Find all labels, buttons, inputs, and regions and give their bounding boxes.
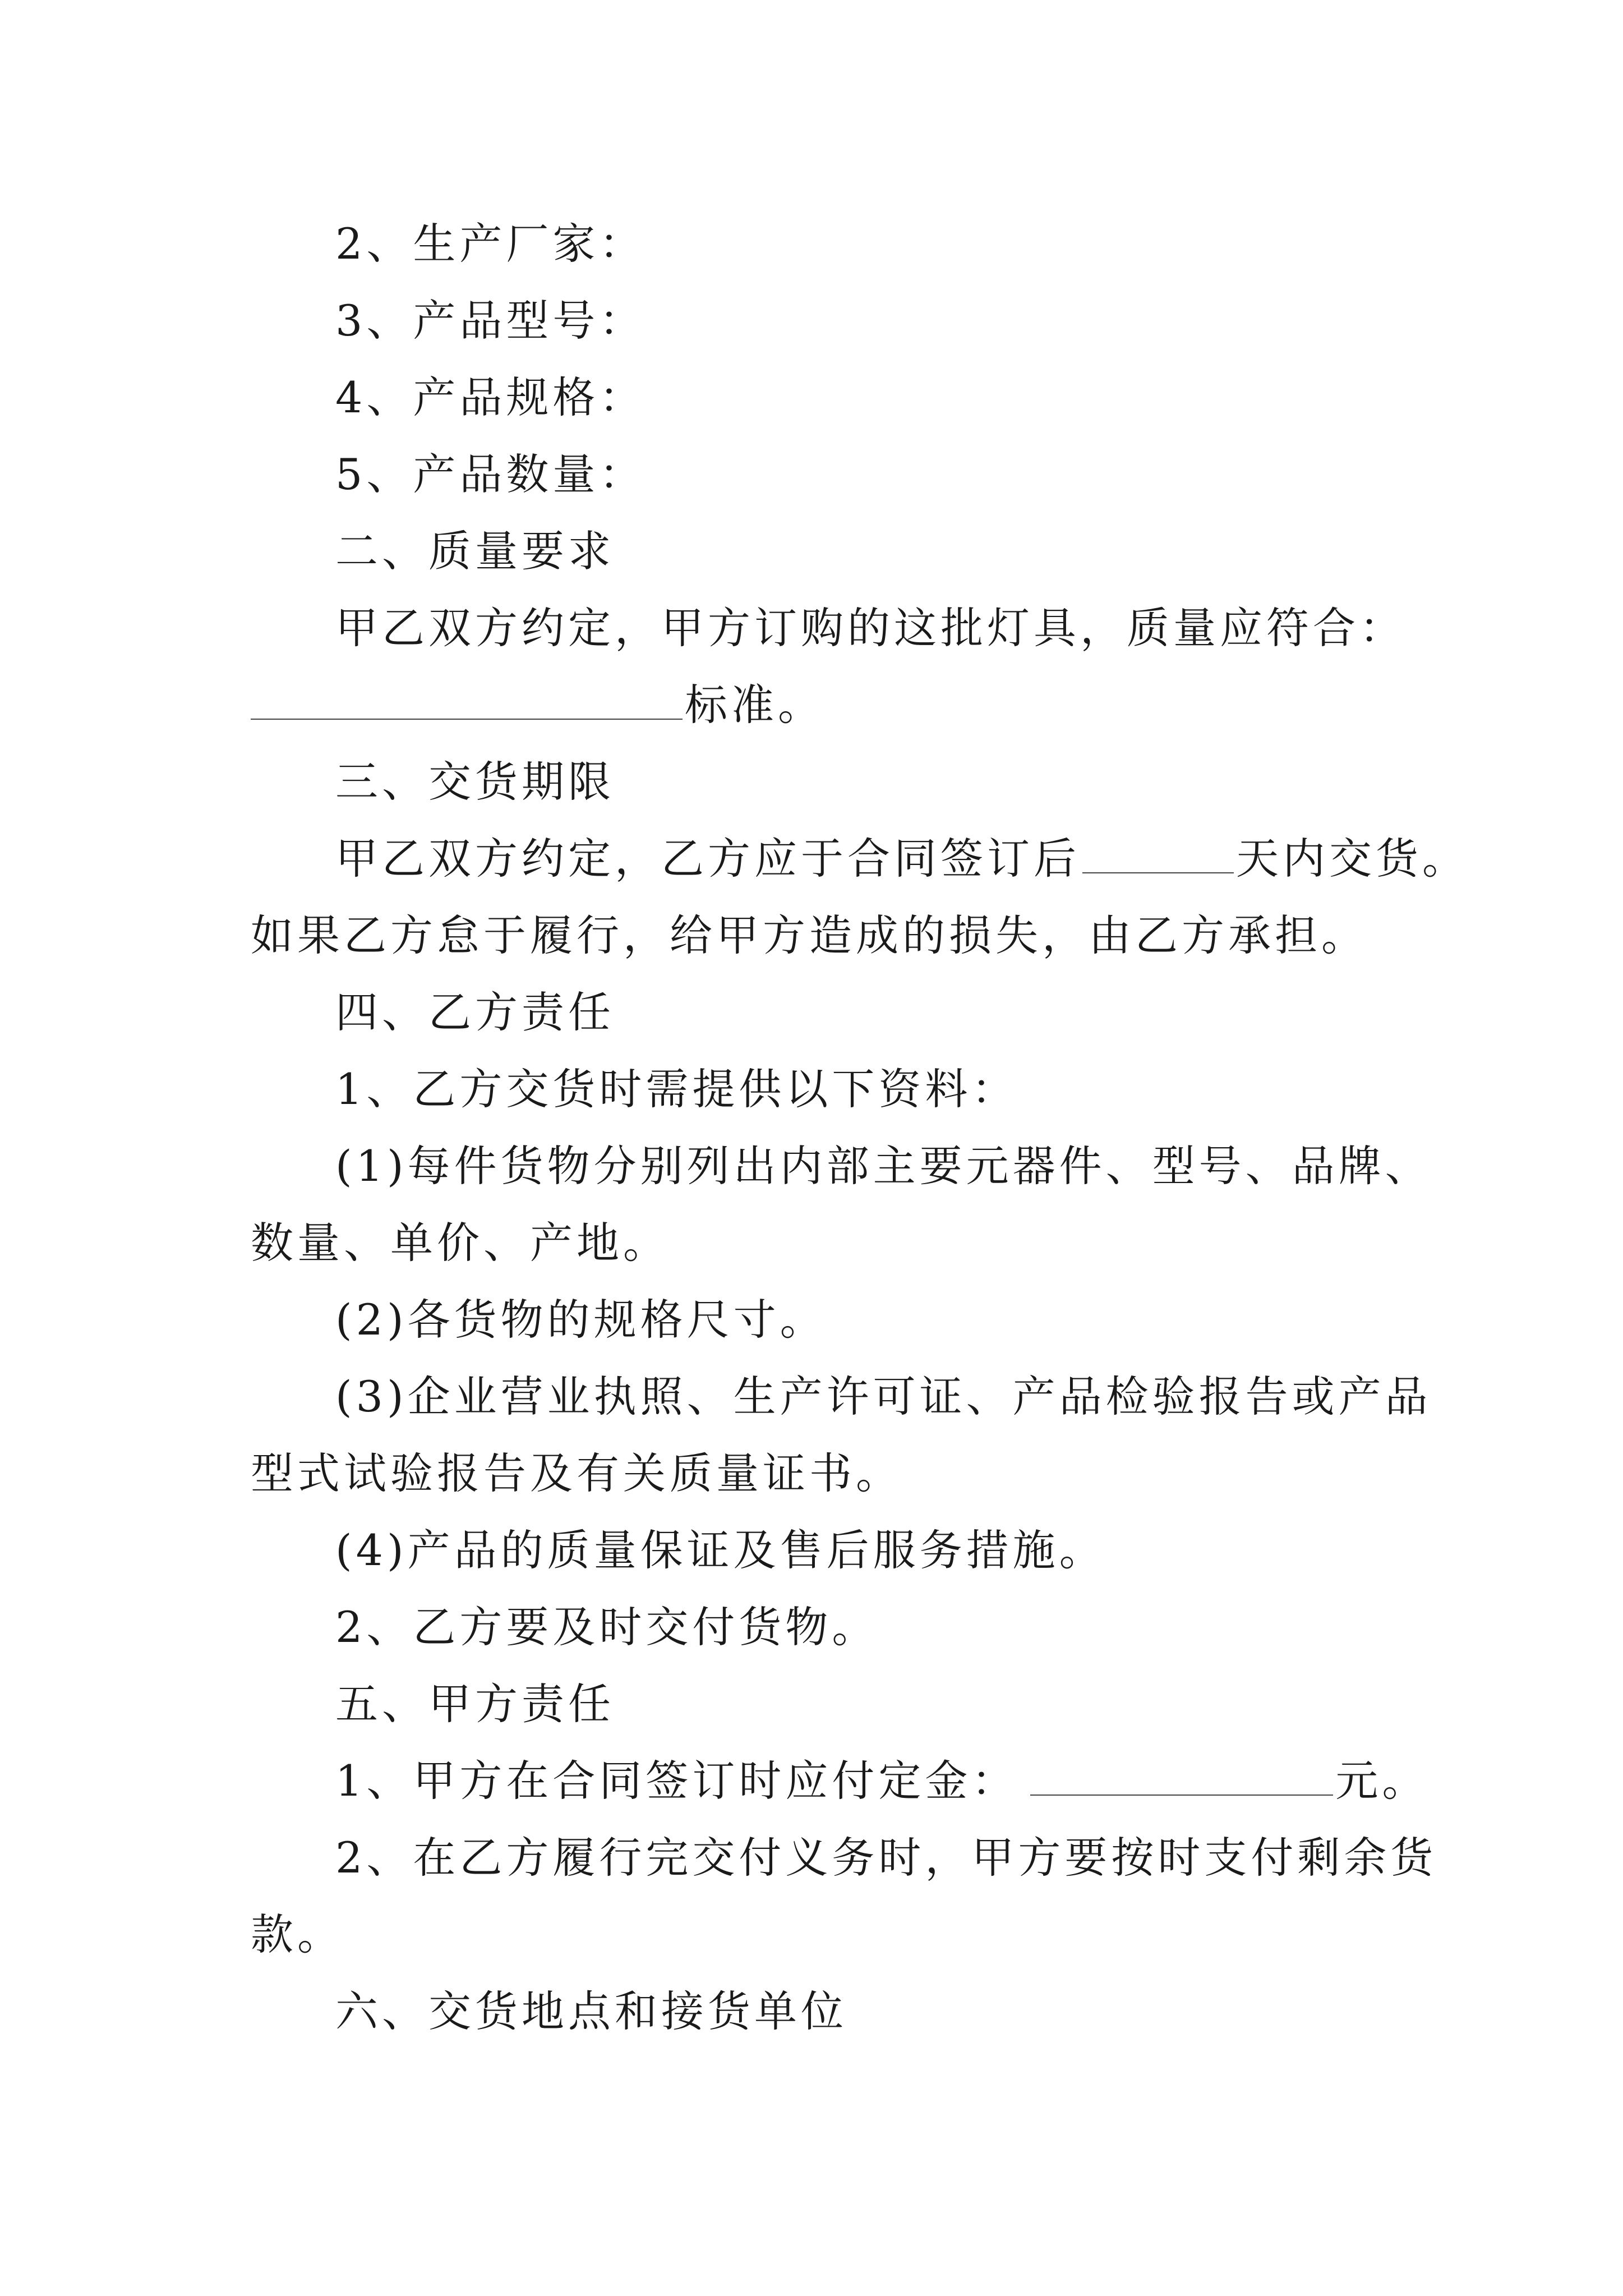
section-5-item-1 [335, 1753, 1428, 1809]
item-manufacturer: 2、生产厂家： [335, 219, 646, 269]
section-3-text-start: 甲乙双方约定，乙方应于合同签订后 [335, 834, 1080, 884]
section-4-item-2: 2、乙方要及时交付货物。 [335, 1602, 879, 1652]
section-4-sub-3: (3)企业营业执照、生产许可证、产品检验报告或产品 [335, 1372, 1432, 1421]
section-5-item-2: 2、在乙方履行完交付义务时，甲方要按时支付剩余货 [335, 1833, 1437, 1883]
section-4-sub-4: (4)产品的质量保证及售后服务措施。 [335, 1525, 1106, 1575]
section-2-text-end: 标准。 [685, 680, 824, 730]
section-5-item-1-end: 元。 [1335, 1756, 1429, 1806]
section-4-sub-3-cont: 型式试验报告及有关质量证书。 [251, 1448, 902, 1498]
section-5-item-1-text: 1、甲方在合同签订时应付定金： [335, 1756, 1018, 1806]
section-5-heading: 五、甲方责任 [335, 1679, 615, 1729]
section-2-heading: 二、质量要求 [335, 526, 615, 576]
section-3-text-cont: 如果乙方怠于履行，给甲方造成的损失，由乙方承担。 [251, 910, 1368, 960]
item-quantity: 5、产品数量： [335, 449, 646, 499]
item-model: 3、产品型号： [335, 296, 646, 346]
section-4-sub-1-cont: 数量、单价、产地。 [251, 1218, 670, 1268]
section-2-standard-line [251, 677, 824, 733]
section-3-text [335, 831, 1469, 887]
standard-blank [251, 684, 683, 720]
section-4-sub-2: (2)各货物的规格尺寸。 [335, 1295, 827, 1345]
section-4-sub-1: (1)每件货物分别列出内部主要元器件、型号、品牌、 [335, 1141, 1432, 1191]
section-4-item-1: 1、乙方交货时需提供以下资料： [335, 1064, 1018, 1114]
section-4-heading: 四、乙方责任 [335, 987, 615, 1037]
section-6-heading: 六、交货地点和接货单位 [335, 1986, 847, 2036]
item-spec: 4、产品规格： [335, 372, 646, 422]
section-3-heading: 三、交货期限 [335, 757, 615, 807]
section-3-text-mid: 天内交货。 [1236, 834, 1469, 884]
days-blank [1082, 838, 1234, 873]
deposit-blank [1030, 1760, 1333, 1796]
section-2-text: 甲乙双方约定，甲方订购的这批灯具，质量应符合： [335, 603, 1406, 653]
section-5-item-2-cont: 款。 [251, 1910, 344, 1959]
